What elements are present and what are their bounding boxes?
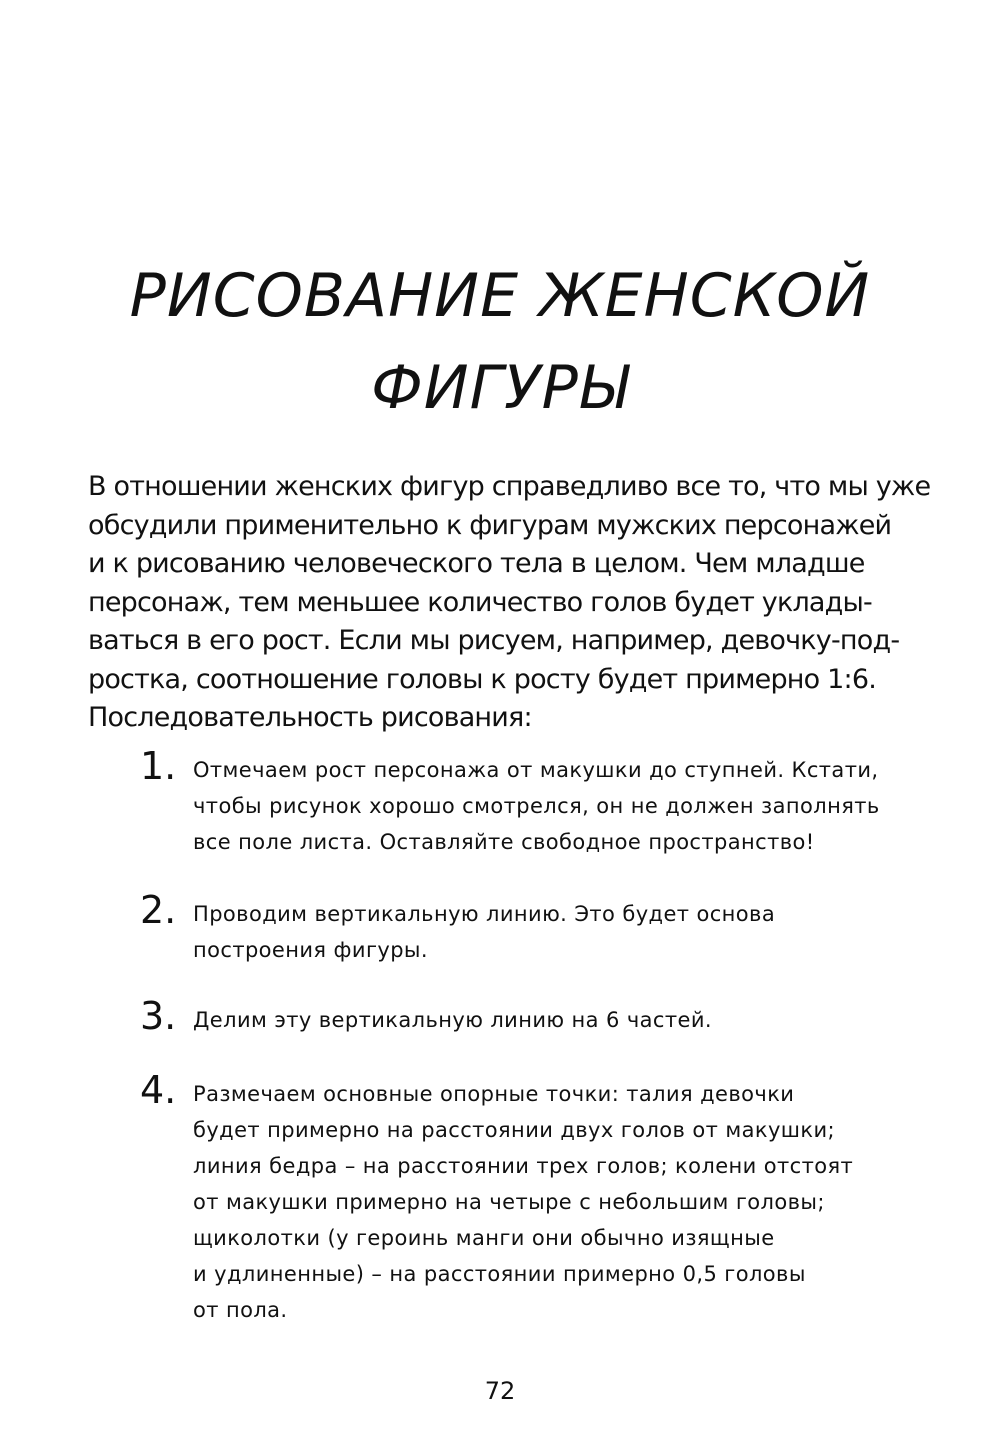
intro-line: ростка, соотношение головы к росту будет примерно 1:6. (88, 663, 876, 695)
intro-line: персонаж, тем меньшее количество голов будет уклады- (88, 586, 872, 618)
intro-paragraph (88, 468, 931, 738)
step-line: Размечаем основные опорные точки: талия девочки (193, 1082, 795, 1106)
step-line: Отмечаем рост персонажа от макушки до ступней. Кстати, (193, 758, 879, 782)
intro-line: В отношении женских фигур справедливо все то, что мы уже (88, 471, 931, 502)
step-line: будет примерно на расстоянии двух голов от макушки; (193, 1118, 835, 1142)
step-number: 3. (140, 994, 177, 1038)
step-text (193, 752, 913, 860)
step-line: построения фигуры. (193, 938, 428, 962)
title-line-1: РИСОВАНИЕ ЖЕНСКОЙ (129, 261, 871, 331)
step-line: чтобы рисунок хорошо смотрелся, он не должен заполнять (193, 794, 880, 818)
step-line: все поле листа. Оставляйте свободное пространство! (193, 830, 815, 854)
step-line: щиколотки (у героинь манги они обычно изящные (193, 1226, 775, 1250)
step-text (193, 896, 913, 968)
page-number: 72 (484, 1377, 516, 1405)
step-text (193, 1002, 913, 1038)
intro-line: ваться в его рост. Если мы рисуем, например, девочку-под- (88, 625, 900, 656)
step-line: Делим эту вертикальную линию на 6 частей. (193, 1008, 712, 1032)
page-title (0, 250, 1000, 434)
step-line: Проводим вертикальную линию. Это будет основа (193, 902, 776, 926)
step-line: и удлиненные) – на расстоянии примерно 0,5 головы (193, 1262, 806, 1286)
step-number: 1. (140, 744, 177, 788)
title-line-2: ФИГУРЫ (371, 353, 629, 423)
step-number: 2. (140, 888, 177, 932)
step-number: 4. (140, 1068, 177, 1112)
step-line: от пола. (193, 1298, 288, 1322)
step-text (193, 1076, 913, 1328)
step-line: линия бедра – на расстоянии трех голов; колени отстоят (193, 1154, 854, 1178)
intro-line: обсудили применительно к фигурам мужских персонажей (88, 509, 892, 541)
intro-line: Последовательность рисования: (88, 702, 532, 733)
step-line: от макушки примерно на четыре с небольшим головы; (193, 1190, 825, 1214)
intro-line: и к рисованию человеческого тела в целом. Чем младше (88, 548, 865, 579)
